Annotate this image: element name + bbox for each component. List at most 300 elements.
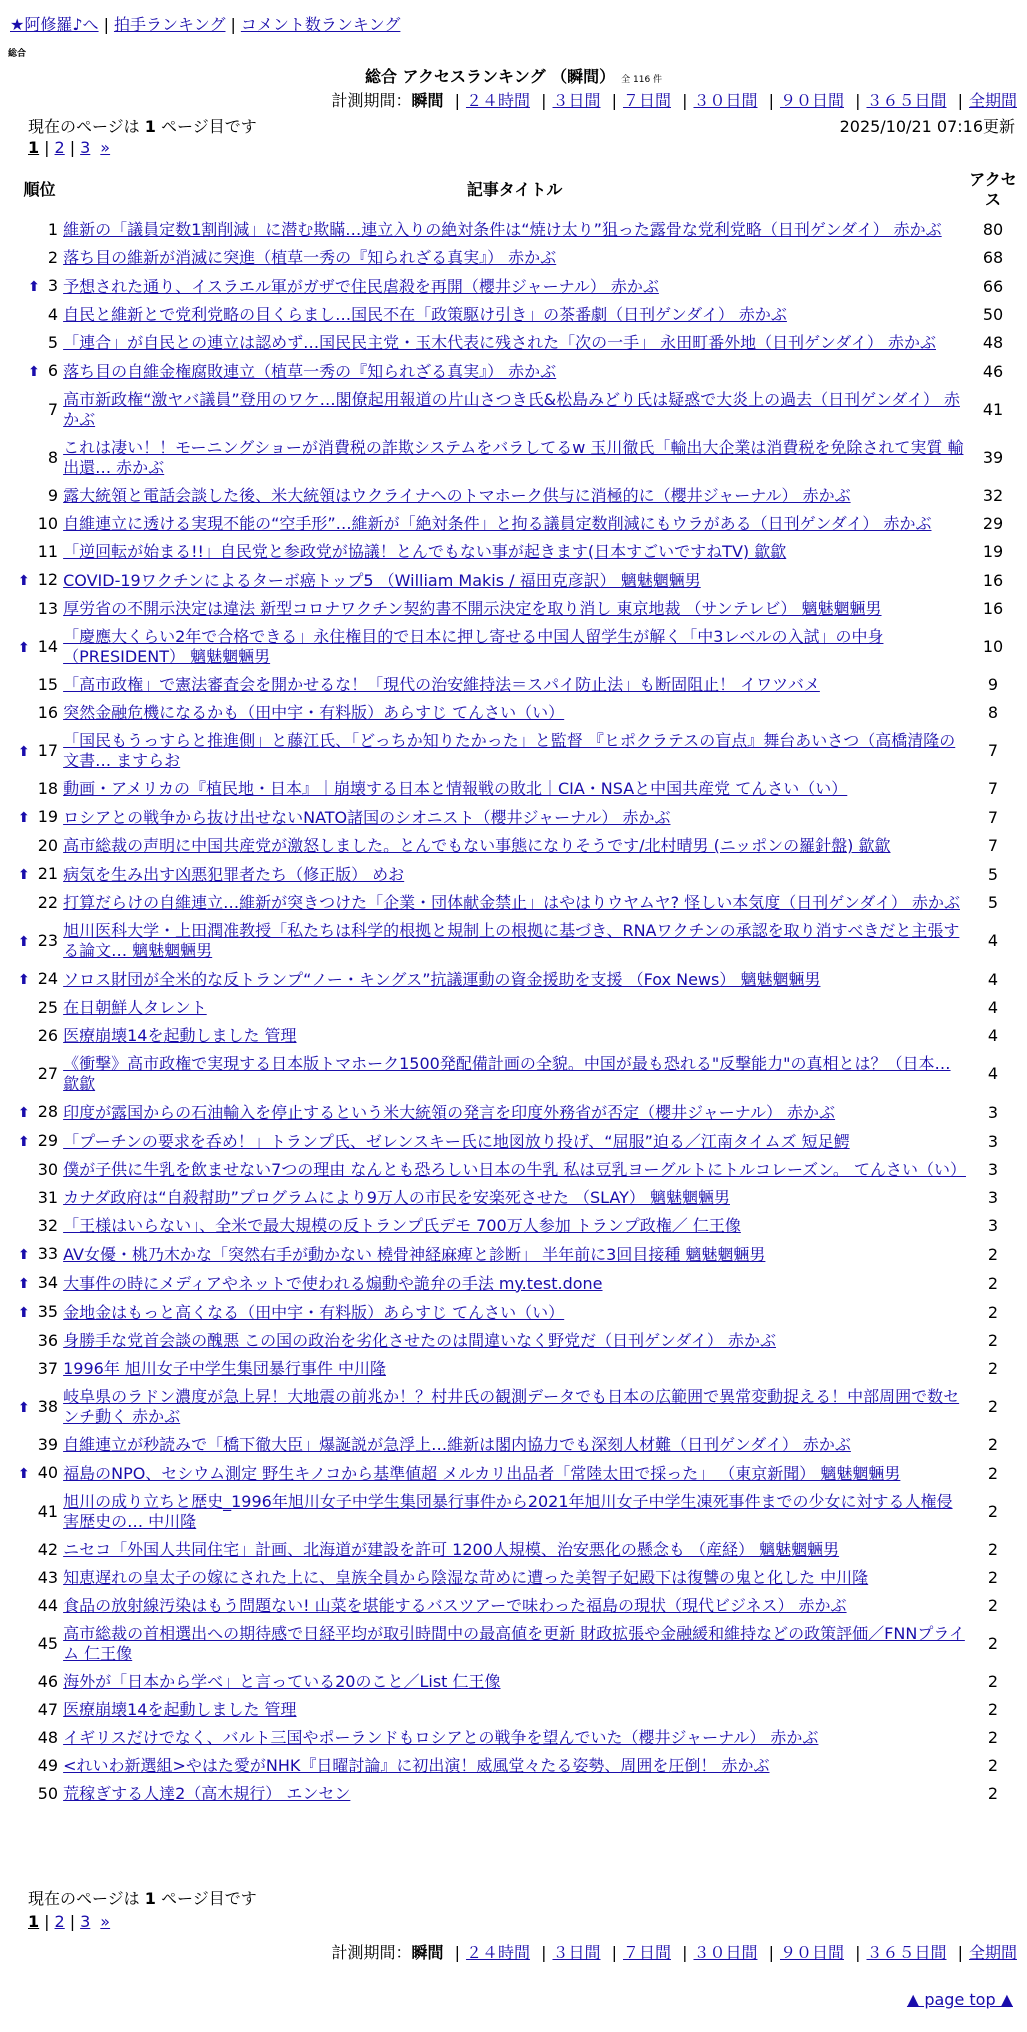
rank-cell — [18, 510, 61, 538]
access-count: 66 — [982, 276, 1004, 296]
table-row — [18, 1355, 1018, 1383]
access-count: 50 — [982, 305, 1004, 324]
access-count: 2 — [987, 1728, 999, 1747]
title-cell — [61, 272, 968, 301]
rank-number: 8 — [47, 448, 59, 467]
article-link[interactable]: 「プーチンの要求を呑め！」トランプ氏、ゼレンスキー氏に地図放り投げ、“屈服”迫る／江南タイムズ 短足鰐 — [63, 1131, 850, 1151]
period-link-30d[interactable]: ３０日間 — [693, 91, 758, 110]
article-link[interactable]: 打算だらけの自維連立…維新が突きつけた「企業・団体献金禁止」はやはりウヤムヤ? 怪しい本気度（日刊ゲンダイ） 赤かぶ — [63, 893, 960, 912]
rank-cell — [18, 1488, 61, 1536]
rank-number: 31 — [37, 1188, 59, 1207]
table-row — [18, 1156, 1018, 1184]
article-link[interactable]: 荒稼ぎする人達2（高木規行） エンセン — [63, 1784, 351, 1803]
access-count: 2 — [987, 1331, 999, 1350]
rank-number: 28 — [37, 1102, 59, 1121]
access-count: 7 — [987, 741, 999, 760]
period-link-365d[interactable]: ３６５日間 — [866, 1943, 947, 1962]
table-row — [18, 727, 1018, 775]
title-cell — [61, 994, 968, 1022]
article-link[interactable]: 岐阜県のラドン濃度が急上昇！大地震の前兆か！？村井氏の観測データでも日本の広範囲で異常変動捉える！中部周囲で数センチ動く 赤かぶ — [63, 1387, 960, 1426]
rank-cell — [18, 699, 61, 727]
rank-cell — [18, 1620, 61, 1668]
page-title — [0, 64, 1027, 87]
article-link[interactable]: 在日朝鮮人タレント — [63, 998, 207, 1017]
title-cell — [61, 1298, 968, 1327]
rank-number: 39 — [37, 1435, 59, 1454]
pager-link-3[interactable]: 3 — [80, 138, 91, 157]
title-cell — [61, 1668, 968, 1696]
article-link[interactable]: 医療崩壊14を起動しました 管理 — [63, 1026, 297, 1045]
table-row — [18, 1696, 1018, 1724]
title-cell — [61, 1327, 968, 1355]
access-count: 2 — [987, 1700, 999, 1719]
table-row — [18, 1620, 1018, 1668]
rank-cell — [18, 1459, 61, 1488]
access-count: 2 — [987, 1634, 999, 1653]
rank-number: 42 — [37, 1540, 59, 1559]
article-link[interactable]: カナダ政府は“自殺幇助”プログラムにより9万人の市民を安楽死させた （SLAY） 魑魅魍魎男 — [63, 1188, 730, 1207]
table-row — [18, 1184, 1018, 1212]
table-row — [18, 1752, 1018, 1780]
article-link[interactable]: 「王様はいらない」、全米で最大規模の反トランプ氏デモ 700万人参加 トランプ政権／ 仁王像 — [63, 1216, 741, 1235]
page-title-text: 総合 アクセスランキング （瞬間） — [364, 67, 616, 86]
rank-number: 18 — [37, 779, 59, 798]
rank-cell — [18, 1269, 61, 1298]
table-row — [18, 434, 1018, 482]
access-count: 2 — [987, 1784, 999, 1803]
rank-number: 41 — [37, 1502, 59, 1521]
page-info-bottom — [28, 1886, 257, 1909]
title-cell — [61, 1780, 968, 1808]
access-count: 80 — [982, 220, 1004, 239]
article-link[interactable]: 大事件の時にメディアやネットで使われる煽動や詭弁の手法 my.test.done — [63, 1273, 603, 1293]
access-count: 5 — [987, 864, 999, 884]
table-row — [18, 1127, 1018, 1156]
up-arrow-icon: ⬆ — [18, 867, 30, 883]
access-count: 4 — [987, 998, 999, 1017]
table-row — [18, 860, 1018, 889]
period-link-24h[interactable]: ２４時間 — [465, 91, 530, 110]
up-arrow-icon: ⬆ — [18, 1399, 30, 1416]
up-arrow-icon: ⬆ — [18, 1247, 30, 1263]
pager-current: 1 — [28, 138, 40, 157]
article-link[interactable]: 動画・アメリカの『植民地・日本』｜崩壊する日本と情報戦の敗北｜CIA・NSAと中国共産党 てんさい（い） — [63, 779, 848, 798]
rank-number: 47 — [37, 1700, 59, 1719]
article-link[interactable]: 印度が露国からの石油輸入を停止するという米大統領の発言を印度外務省が否定（櫻井ジャーナル） 赤かぶ — [63, 1102, 836, 1122]
title-cell — [61, 1488, 968, 1536]
article-link[interactable]: 《衝撃》高市政権で実現する日本版トマホーク1500発配備計画の全貌。中国が最も恐れる"反撃能力"の真相とは？（日本… 歙歙 — [63, 1054, 951, 1093]
table-row — [18, 1269, 1018, 1298]
access-count: 7 — [987, 836, 999, 855]
page-info-number: 1 — [144, 117, 156, 136]
table-row — [18, 803, 1018, 832]
title-cell — [61, 538, 968, 566]
title-cell — [61, 1240, 968, 1269]
table-row — [18, 538, 1018, 566]
access-count: 2 — [987, 1540, 999, 1559]
table-row — [18, 917, 1018, 965]
rank-cell — [18, 386, 61, 434]
article-link[interactable]: 「国民もうっすらと推進側」と藤江氏、「どっちか知りたかった」と監督 『ヒポクラテスの盲点』舞台あいさつ（高橋清隆の文書… ますらお — [63, 731, 956, 770]
title-cell — [61, 889, 968, 917]
access-count: 7 — [987, 807, 999, 827]
pager-bottom: 1 | 2 | 3 » — [28, 1912, 111, 1931]
article-link[interactable]: 自民と維新とで党利党略の目くらまし…国民不在「政策駆け引き」の茶番劇（日刊ゲンダイ） 赤かぶ — [63, 305, 787, 324]
article-link[interactable]: 海外が「日本から学べ」と言っている20のこと／List 仁王像 — [63, 1672, 501, 1691]
access-count: 2 — [987, 1568, 999, 1587]
title-cell — [61, 357, 968, 386]
title-cell — [61, 1752, 968, 1780]
table-row — [18, 244, 1018, 272]
period-link-all[interactable]: 全期間 — [968, 1943, 1017, 1962]
title-cell — [61, 1431, 968, 1459]
title-cell — [61, 1184, 968, 1212]
article-link[interactable]: 知恵遅れの皇太子の嫁にされた上に、皇族全員から陰湿な苛めに遭った美智子妃殿下は復讐の鬼と化した 中川隆 — [63, 1568, 869, 1587]
rank-number: 22 — [37, 893, 59, 912]
rank-cell — [18, 1022, 61, 1050]
article-link[interactable]: 高市総裁の首相選出への期待感で日経平均が取引時間中の最高値を更新 財政拡張や金融緩和維持などの政策評価／FNNプライム 仁王像 — [63, 1624, 965, 1663]
title-cell — [61, 803, 968, 832]
article-link[interactable]: 「慶應大くらい2年で合格できる」永住権目的で日本に押し寄せる中国人留学生が解く「中3レベルの入試」の中身（PRESIDENT） 魑魅魍魎男 — [63, 627, 884, 666]
rank-number: 6 — [47, 361, 59, 380]
rank-cell — [18, 1383, 61, 1431]
title-cell — [61, 329, 968, 357]
rank-number: 29 — [37, 1131, 59, 1150]
up-arrow-icon: ⬆ — [18, 1305, 30, 1321]
site-label: 総合 — [8, 49, 27, 59]
access-count: 29 — [982, 514, 1004, 533]
rank-cell — [18, 775, 61, 803]
rank-number: 36 — [37, 1331, 59, 1350]
period-link-all[interactable]: 全期間 — [968, 91, 1017, 110]
table-row — [18, 329, 1018, 357]
access-count: 3 — [987, 1102, 999, 1122]
period-link-30d[interactable]: ３０日間 — [693, 1943, 758, 1962]
rank-cell — [18, 1156, 61, 1184]
table-row — [18, 566, 1018, 595]
up-arrow-icon: ⬆ — [18, 639, 30, 656]
article-link[interactable]: 維新の「議員定数1割削減」に潜む欺瞞…連立入りの絶対条件は“焼け太り”狙った露骨な党利党略（日刊ゲンダイ） 赤かぶ — [63, 220, 942, 239]
rank-cell — [18, 1327, 61, 1355]
period-label: 計測期間： — [331, 91, 412, 110]
article-link[interactable]: 落ち目の維新が消滅に突進（植草一秀の『知られざる真実』） 赤かぶ — [63, 248, 557, 267]
up-arrow-icon: ⬆ — [18, 1276, 30, 1292]
rank-number: 17 — [37, 740, 59, 760]
title-cell — [61, 510, 968, 538]
table-row — [18, 1724, 1018, 1752]
period-link-7d[interactable]: ７日間 — [622, 1943, 671, 1962]
table-row — [18, 301, 1018, 329]
period-link-3d[interactable]: ３日間 — [552, 1943, 601, 1962]
up-arrow-icon: ⬆ — [28, 364, 40, 380]
article-link[interactable]: 1996年 旭川女子中学生集団暴行事件 中川隆 — [63, 1359, 386, 1378]
table-row — [18, 272, 1018, 301]
period-link-90d[interactable]: ９０日間 — [779, 1943, 844, 1962]
comment-ranking-link[interactable]: コメント数ランキング — [240, 15, 401, 34]
access-count: 4 — [987, 1064, 999, 1083]
article-link[interactable]: 「高市政権」で憲法審査会を開かせるな！「現代の治安維持法＝スパイ防止法」も断固阻止！ イワツバメ — [63, 675, 820, 694]
table-row — [18, 1780, 1018, 1808]
ranking-table — [18, 164, 1018, 1808]
title-cell — [61, 1620, 968, 1668]
access-count: 68 — [982, 248, 1004, 267]
article-link[interactable]: 自維連立に透ける実現不能の“空手形”…維新が「絶対条件」と拘る議員定数削減にもウラがある（日刊ゲンダイ） 赤かぶ — [63, 514, 932, 533]
rank-number: 30 — [37, 1160, 59, 1179]
article-link[interactable]: 「逆回転が始まる!!」自民党と参政党が協議！とんでもない事が起きます(日本すごいですねTV) 歙歙 — [63, 542, 787, 561]
article-link[interactable]: 食品の放射線汚染はもう問題ない! 山菜を堪能するバスツアーで味わった福島の現状（現代ビジネス） 赤かぶ — [63, 1596, 847, 1615]
access-count: 2 — [987, 1463, 999, 1483]
table-row — [18, 510, 1018, 538]
clap-ranking-link[interactable]: 拍手ランキング — [113, 15, 226, 34]
rank-number: 1 — [47, 220, 59, 239]
article-link[interactable]: 「連合」が自民との連立は認めず…国民民主党・玉木代表に残された「次の一手」 永田町番外地（日刊ゲンダイ） 赤かぶ — [63, 333, 936, 352]
rank-cell — [18, 301, 61, 329]
article-link[interactable]: 厚労省の不開示決定は違法 新型コロナワクチン契約書不開示決定を取り消し 東京地裁 （サンテレビ） 魑魅魍魎男 — [63, 599, 882, 618]
access-count: 2 — [987, 1672, 999, 1691]
access-count: 4 — [987, 931, 999, 950]
article-link[interactable]: ニセコ「外国人共同住宅」計画、北海道が建設を許可 1200人規模、治安悪化の懸念も （産経） 魑魅魍魎男 — [63, 1540, 840, 1559]
title-cell — [61, 216, 968, 244]
article-link[interactable]: 落ち目の自維金権腐敗連立（植草一秀の『知られざる真実』） 赤かぶ — [63, 361, 557, 381]
title-cell — [61, 1212, 968, 1240]
rank-cell — [18, 1696, 61, 1724]
rank-cell — [18, 244, 61, 272]
access-count: 8 — [987, 703, 999, 722]
article-link[interactable]: 福島のNPO、セシウム測定 野生キノコから基準値超 メルカリ出品者「常陸太田で採った」 （東京新聞） 魑魅魍魎男 — [63, 1463, 901, 1483]
title-cell — [61, 775, 968, 803]
rank-number: 25 — [37, 998, 59, 1017]
title-cell — [61, 671, 968, 699]
table-row — [18, 994, 1018, 1022]
table-row — [18, 832, 1018, 860]
rank-cell — [18, 482, 61, 510]
article-link[interactable]: 自維連立が秒読みで「橋下徹大臣」爆誕説が急浮上…維新は閣内協力でも深刻人材難（日刊ゲンダイ） 赤かぶ — [63, 1435, 851, 1454]
access-count: 16 — [982, 570, 1004, 590]
page-info-prefix: 現在のページは — [28, 1889, 140, 1908]
period-link-3d[interactable]: ３日間 — [552, 91, 601, 110]
table-row — [18, 1098, 1018, 1127]
access-count: 48 — [982, 333, 1004, 352]
access-count: 3 — [987, 1216, 999, 1235]
rank-cell — [18, 889, 61, 917]
access-count: 46 — [982, 361, 1004, 381]
article-link[interactable]: 僕が子供に牛乳を飲ませない7つの理由 なんとも恐ろしい日本の牛乳 私は豆乳ヨーグルトにトルコレーズン。 てんさい（い） — [63, 1160, 966, 1179]
title-cell — [61, 1269, 968, 1298]
title-cell — [61, 699, 968, 727]
page-info-top — [28, 114, 257, 137]
up-arrow-icon: ⬆ — [18, 1105, 30, 1121]
article-link[interactable]: ソロス財団が全米的な反トランプ“ノー・キングス”抗議運動の資金援助を支援 （Fox News） 魑魅魍魎男 — [63, 969, 821, 989]
rank-number: 16 — [37, 703, 59, 722]
title-cell — [61, 1050, 968, 1098]
rank-cell — [18, 965, 61, 994]
rank-number: 20 — [37, 836, 59, 855]
access-count: 2 — [987, 1244, 999, 1264]
rank-cell — [18, 1127, 61, 1156]
article-link[interactable]: 金地金はもっと高くなる（田中宇・有料版）あらすじ てんさい（い） — [63, 1302, 565, 1322]
table-header-row — [18, 164, 1018, 216]
rank-cell — [18, 1355, 61, 1383]
rank-cell — [18, 538, 61, 566]
table-row — [18, 357, 1018, 386]
rank-number: 27 — [37, 1064, 59, 1083]
table-row — [18, 699, 1018, 727]
period-link-365d[interactable]: ３６５日間 — [866, 91, 947, 110]
rank-cell — [18, 917, 61, 965]
rank-number: 21 — [37, 864, 59, 883]
rank-number: 38 — [37, 1396, 59, 1416]
title-cell — [61, 386, 968, 434]
article-link[interactable]: <れいわ新選組>やはた愛がNHK『日曜討論』に初出演！威風堂々たる姿勢、周囲を圧倒！ 赤かぶ — [63, 1756, 770, 1775]
pager-link-2[interactable]: 2 — [54, 1912, 65, 1931]
title-cell — [61, 1536, 968, 1564]
title-cell — [61, 301, 968, 329]
rank-number: 15 — [37, 675, 59, 694]
access-count: 32 — [982, 486, 1004, 505]
period-selector-bottom: 計測期間：瞬間 | ２４時間 | ３日間 | ７日間 | ３０日間 | ９０日間 | ３６５日間 | 全期間 — [331, 1943, 1017, 1962]
ranking-table-body — [18, 216, 1018, 1808]
rank-cell — [18, 1724, 61, 1752]
table-row — [18, 386, 1018, 434]
title-cell — [61, 1098, 968, 1127]
article-link[interactable]: 予想された通り、イスラエル軍がガザで住民虐殺を再開（櫻井ジャーナル） 赤かぶ — [63, 276, 659, 296]
top-nav — [10, 12, 400, 35]
table-row — [18, 595, 1018, 623]
table-row — [18, 671, 1018, 699]
rank-cell — [18, 1431, 61, 1459]
table-row — [18, 1383, 1018, 1431]
title-cell — [61, 1127, 968, 1156]
title-cell — [61, 832, 968, 860]
title-cell — [61, 623, 968, 671]
table-row — [18, 623, 1018, 671]
rank-cell — [18, 1212, 61, 1240]
article-link[interactable]: COVID-19ワクチンによるターボ癌トップ5 （William Makis / 福田克彦訳） 魑魅魍魎男 — [63, 570, 701, 590]
up-arrow-icon: ⬆ — [18, 810, 30, 826]
rank-number: 50 — [37, 1784, 59, 1803]
table-row — [18, 1327, 1018, 1355]
pager-next[interactable]: » — [100, 1912, 111, 1931]
article-link[interactable]: 旭川の成り立ちと歴史_1996年旭川女子中学生集団暴行事件から2021年旭川女子中学生凍死事件までの少女に対する人権侵害歴史の… 中川隆 — [63, 1492, 953, 1531]
table-row — [18, 1668, 1018, 1696]
access-count: 2 — [987, 1756, 999, 1775]
up-arrow-icon: ⬆ — [18, 1134, 30, 1150]
pager-next[interactable]: » — [100, 138, 111, 157]
rank-number: 43 — [37, 1568, 59, 1587]
access-count: 2 — [987, 1596, 999, 1615]
table-row — [18, 1298, 1018, 1327]
rank-cell — [18, 860, 61, 889]
rank-cell — [18, 1668, 61, 1696]
article-link[interactable]: 高市新政権“激ヤバ議員”登用のワケ…閣僚起用報道の片山さつき氏&松島みどり氏は疑惑で大炎上の過去（日刊ゲンダイ） 赤かぶ — [63, 390, 960, 429]
access-count: 3 — [987, 1160, 999, 1179]
table-row — [18, 1022, 1018, 1050]
article-link[interactable]: 突然金融危機になるかも（田中宇・有料版）あらすじ てんさい（い） — [63, 703, 565, 722]
article-link[interactable]: 旭川医科大学・上田潤准教授「私たちは科学的根拠と規制上の根拠に基づき、RNAワクチンの承認を取り消すべきだと主張する論文… 魑魅魍魎男 — [63, 921, 960, 960]
header-rank: 順位 — [23, 180, 56, 199]
article-link[interactable]: これは凄い！！モーニングショーが消費税の詐欺システムをバラしてるw 玉川徹氏「輸出大企業は消費税を免除されて実質 輸出還… 赤かぶ — [63, 438, 964, 477]
rank-number: 2 — [47, 248, 59, 267]
rank-number: 44 — [37, 1596, 59, 1615]
up-arrow-icon: ⬆ — [18, 972, 30, 988]
rank-cell — [18, 1780, 61, 1808]
access-count: 3 — [987, 1188, 999, 1207]
access-count: 41 — [982, 400, 1004, 419]
rank-number: 33 — [37, 1244, 59, 1263]
rank-number: 5 — [47, 333, 59, 352]
rank-number: 7 — [47, 400, 59, 419]
rank-number: 11 — [37, 542, 59, 561]
table-row — [18, 1212, 1018, 1240]
article-link[interactable]: ロシアとの戦争から抜け出せないNATO諸国のシオニスト（櫻井ジャーナル） 赤かぶ — [63, 807, 671, 827]
rank-cell — [18, 566, 61, 595]
up-arrow-icon: ⬆ — [18, 1466, 30, 1482]
article-link[interactable]: AV女優・桃乃木かな「突然右手が動かない 橈骨神経麻痺と診断」 半年前に3回目接種 魑魅魍魎男 — [63, 1244, 766, 1264]
article-link[interactable]: 露大統領と電話会談した後、米大統領はウクライナへのトマホーク供与に消極的に（櫻井ジャーナル） 赤かぶ — [63, 486, 851, 505]
rank-number: 14 — [37, 636, 59, 656]
period-link-24h[interactable]: ２４時間 — [465, 1943, 530, 1962]
rank-cell — [18, 1240, 61, 1269]
title-cell — [61, 727, 968, 775]
rank-cell — [18, 671, 61, 699]
table-row — [18, 1592, 1018, 1620]
page-info-suffix: ページ目です — [161, 117, 257, 136]
title-cell — [61, 1696, 968, 1724]
table-row — [18, 1564, 1018, 1592]
page-top-link[interactable]: ▲ page top ▲ — [906, 1990, 1013, 2009]
rank-number: 40 — [37, 1463, 59, 1482]
article-link[interactable]: 病気を生み出す凶悪犯罪者たち（修正版） めお — [63, 864, 405, 884]
up-arrow-icon: ⬆ — [18, 743, 30, 760]
period-link-90d[interactable]: ９０日間 — [779, 91, 844, 110]
table-row — [18, 1536, 1018, 1564]
table-row — [18, 482, 1018, 510]
rank-number: 23 — [37, 930, 59, 950]
pager-link-3[interactable]: 3 — [80, 1912, 91, 1931]
rank-cell — [18, 1050, 61, 1098]
rank-number: 9 — [47, 486, 59, 505]
rank-number: 48 — [37, 1728, 59, 1747]
access-count: 7 — [987, 779, 999, 798]
title-cell — [61, 1459, 968, 1488]
article-link[interactable]: 身勝手な党首会談の醜悪 この国の政治を劣化させたのは間違いなく野党だ（日刊ゲンダイ） 赤かぶ — [63, 1331, 776, 1350]
period-selector-top: 計測期間：瞬間 | ２４時間 | ３日間 | ７日間 | ３０日間 | ９０日間 | ３６５日間 | 全期間 — [331, 91, 1017, 110]
title-cell — [61, 566, 968, 595]
rank-cell — [18, 272, 61, 301]
pager-link-2[interactable]: 2 — [54, 138, 65, 157]
table-row — [18, 775, 1018, 803]
title-cell — [61, 1022, 968, 1050]
table-row — [18, 1050, 1018, 1098]
rank-number: 12 — [37, 570, 59, 589]
table-row — [18, 965, 1018, 994]
article-link[interactable]: 医療崩壊14を起動しました 管理 — [63, 1700, 297, 1719]
period-link-7d[interactable]: ７日間 — [622, 91, 671, 110]
nav-separator: | — [103, 15, 109, 34]
rank-cell — [18, 434, 61, 482]
access-count: 2 — [987, 1302, 999, 1322]
title-cell — [61, 1592, 968, 1620]
rank-cell — [18, 1536, 61, 1564]
article-link[interactable]: 高市総裁の声明に中国共産党が激怒しました。とんでもない事態になりそうです/北村晴男 (ニッポンの羅針盤) 歙歙 — [63, 836, 891, 855]
title-cell — [61, 434, 968, 482]
table-row — [18, 1240, 1018, 1269]
title-cell — [61, 595, 968, 623]
rank-cell — [18, 832, 61, 860]
home-link[interactable]: ★阿修羅♪へ — [10, 15, 99, 34]
up-arrow-icon: ⬆ — [18, 933, 30, 950]
article-link[interactable]: イギリスだけでなく、バルト三国やポーランドもロシアとの戦争を望んでいた（櫻井ジャーナル） 赤かぶ — [63, 1728, 819, 1747]
